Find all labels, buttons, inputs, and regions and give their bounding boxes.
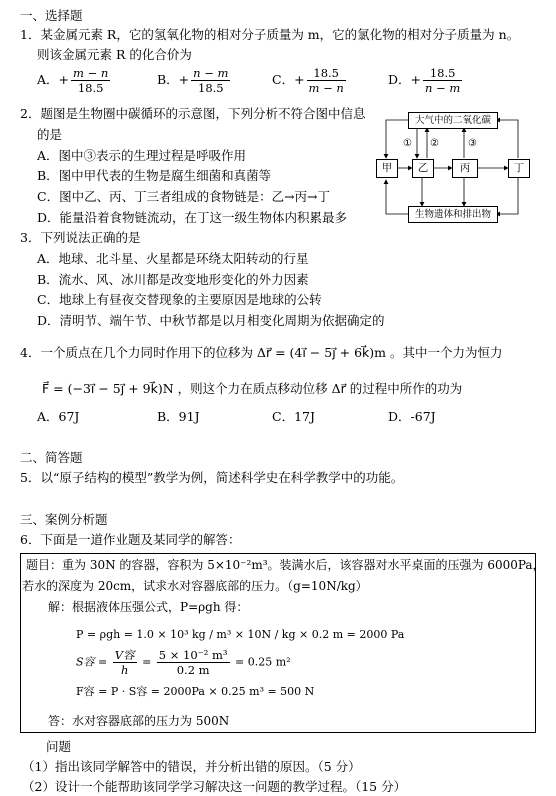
q1-option-b[interactable]: [157, 66, 232, 95]
diagram-ding: 丁: [508, 159, 530, 178]
q6-stem: 6．下面是一道作业题及某同学的解答：: [20, 532, 241, 547]
q4-option-c[interactable]: C．17J: [272, 409, 315, 424]
q4-option-b[interactable]: B．91J: [157, 409, 200, 424]
q1-option-c-fraction: $\frac{18.5}{m - n}$: [308, 66, 344, 95]
q3-stem: 3．下列说法正确的是: [20, 230, 141, 245]
equation-pressure: P = ρgh = 1.0 × 10³ kg / m³ × 10N / kg × 0.2 m = 2000 Pa: [76, 628, 405, 641]
q2-option-c[interactable]: C．图中乙、丙、丁三者组成的食物链是：乙→丙→丁: [37, 189, 331, 204]
q1-option-d[interactable]: [388, 66, 464, 95]
diagram-yi: 乙: [412, 159, 434, 178]
q1-option-a-label: A．+: [37, 72, 70, 87]
q2-option-d[interactable]: D．能量沿着食物链流动，在丁这一级生物体内积累最多: [37, 210, 348, 225]
q5-stem: 5．以“原子结构的模型”教学为例，简述科学史在科学教学中的功能。: [20, 470, 404, 485]
equation-area: [76, 648, 291, 677]
q1-stem-line2: 则该金属元素 R 的化合价为: [37, 47, 192, 62]
q4-option-a[interactable]: A．67J: [37, 409, 80, 424]
q2-option-a[interactable]: A．图中③表示的生理过程是呼吸作用: [37, 148, 247, 163]
section-title-short-answer: 二、简答题: [20, 450, 83, 465]
problem-text-line1: 题目：重为 30N 的容器，容积为 5×10⁻²m³。装满水后，该容器对水平桌面的压强为 6000Pa，: [26, 558, 545, 572]
q1-option-a[interactable]: [37, 66, 112, 95]
q1-option-b-label: B．+: [157, 72, 190, 87]
diagram-label-1: ①: [403, 138, 412, 149]
problem-text-line2: 若水的深度为 20cm，试求水对容器底部的压力。（g=10N/kg）: [22, 579, 368, 593]
equation-area-eq: =: [142, 655, 152, 669]
diagram-jia: 甲: [376, 159, 398, 178]
equation-force: F容 = P · S容 = 2000Pa × 0.25 m³ = 500 N: [76, 685, 315, 698]
diagram-bing: 丙: [452, 159, 478, 178]
q6-questions-title: 问题: [46, 739, 72, 754]
q2-stem-line2: 的是: [37, 127, 63, 142]
diagram-remains-excreta: 生物遗体和排出物: [408, 206, 498, 223]
q3-option-b[interactable]: B．流水、风、冰川都是改变地形变化的外力因素: [37, 272, 309, 287]
q1-option-c[interactable]: [272, 66, 348, 95]
q1-stem-line1: 1．某金属元素 R，它的氢氧化物的相对分子质量为 m，它的氯化物的相对分子质量为 n。: [20, 27, 520, 42]
q6-subquestion-2: （2）设计一个能帮助该同学学习解决这一问题的教学过程。（15 分）: [22, 779, 407, 794]
q3-option-a[interactable]: A．地球、北斗星、火星都是环绕太阳转动的行星: [37, 251, 309, 266]
section-title-case-analysis: 三、案例分析题: [20, 512, 108, 527]
q1-option-d-label: D．+: [388, 72, 421, 87]
diagram-label-2: ②: [430, 138, 439, 149]
equation-area-frac2: $\frac{\text{5 × 10⁻² m³}}{0.2 m}$: [158, 648, 228, 677]
q3-option-d[interactable]: D．清明节、端午节、中秋节都是以月相变化周期为依据确定的: [37, 313, 385, 328]
q2-stem-line1: 2．题图是生物圈中碳循环的示意图，下列分析不符合图中信息: [20, 106, 366, 121]
q4-stem-line2: F⃗ = (−3i⃗ − 5j⃗ + 9k⃗)N ，则这个力在质点移动位移 Δr⃗ 的过程中所作的功为: [42, 381, 463, 396]
q1-option-d-fraction: $\frac{18.5}{n - m}$: [425, 66, 461, 95]
q2-option-b[interactable]: B．图中甲代表的生物是腐生细菌和真菌等: [37, 168, 272, 183]
q1-option-a-fraction: $\frac{m - n}{18.5}$: [73, 66, 109, 95]
q4-option-d[interactable]: D．-67J: [388, 409, 436, 424]
q1-option-c-label: C．+: [272, 72, 305, 87]
solution-answer: 答：水对容器底部的压力为 500N: [48, 714, 230, 728]
solution-intro: 解：根据液体压强公式，P=ρgh 得：: [48, 600, 249, 614]
equation-area-rhs: = 0.25 m²: [235, 655, 291, 669]
carbon-cycle-diagram: [372, 108, 536, 226]
equation-area-lhs: S容 =: [76, 655, 108, 669]
equation-area-frac1: $\frac{\text{V容}}{h}$: [114, 648, 135, 677]
section-title-choice: 一、选择题: [20, 8, 83, 23]
q6-subquestion-1: （1）指出该同学解答中的错误，并分析出错的原因。（5 分）: [22, 759, 361, 774]
q4-stem-line1: 4．一个质点在几个力同时作用下的位移为 Δr⃗ = (4i⃗ − 5j⃗ + 6k⃗)m 。其中一个力为恒力: [20, 345, 503, 360]
diagram-atmosphere-co2: 大气中的二氧化碳: [408, 112, 498, 129]
q3-option-c[interactable]: C．地球上有昼夜交替现象的主要原因是地球的公转: [37, 292, 322, 307]
q1-option-b-fraction: $\frac{n - m}{18.5}$: [193, 66, 229, 95]
diagram-label-3: ③: [468, 138, 477, 149]
